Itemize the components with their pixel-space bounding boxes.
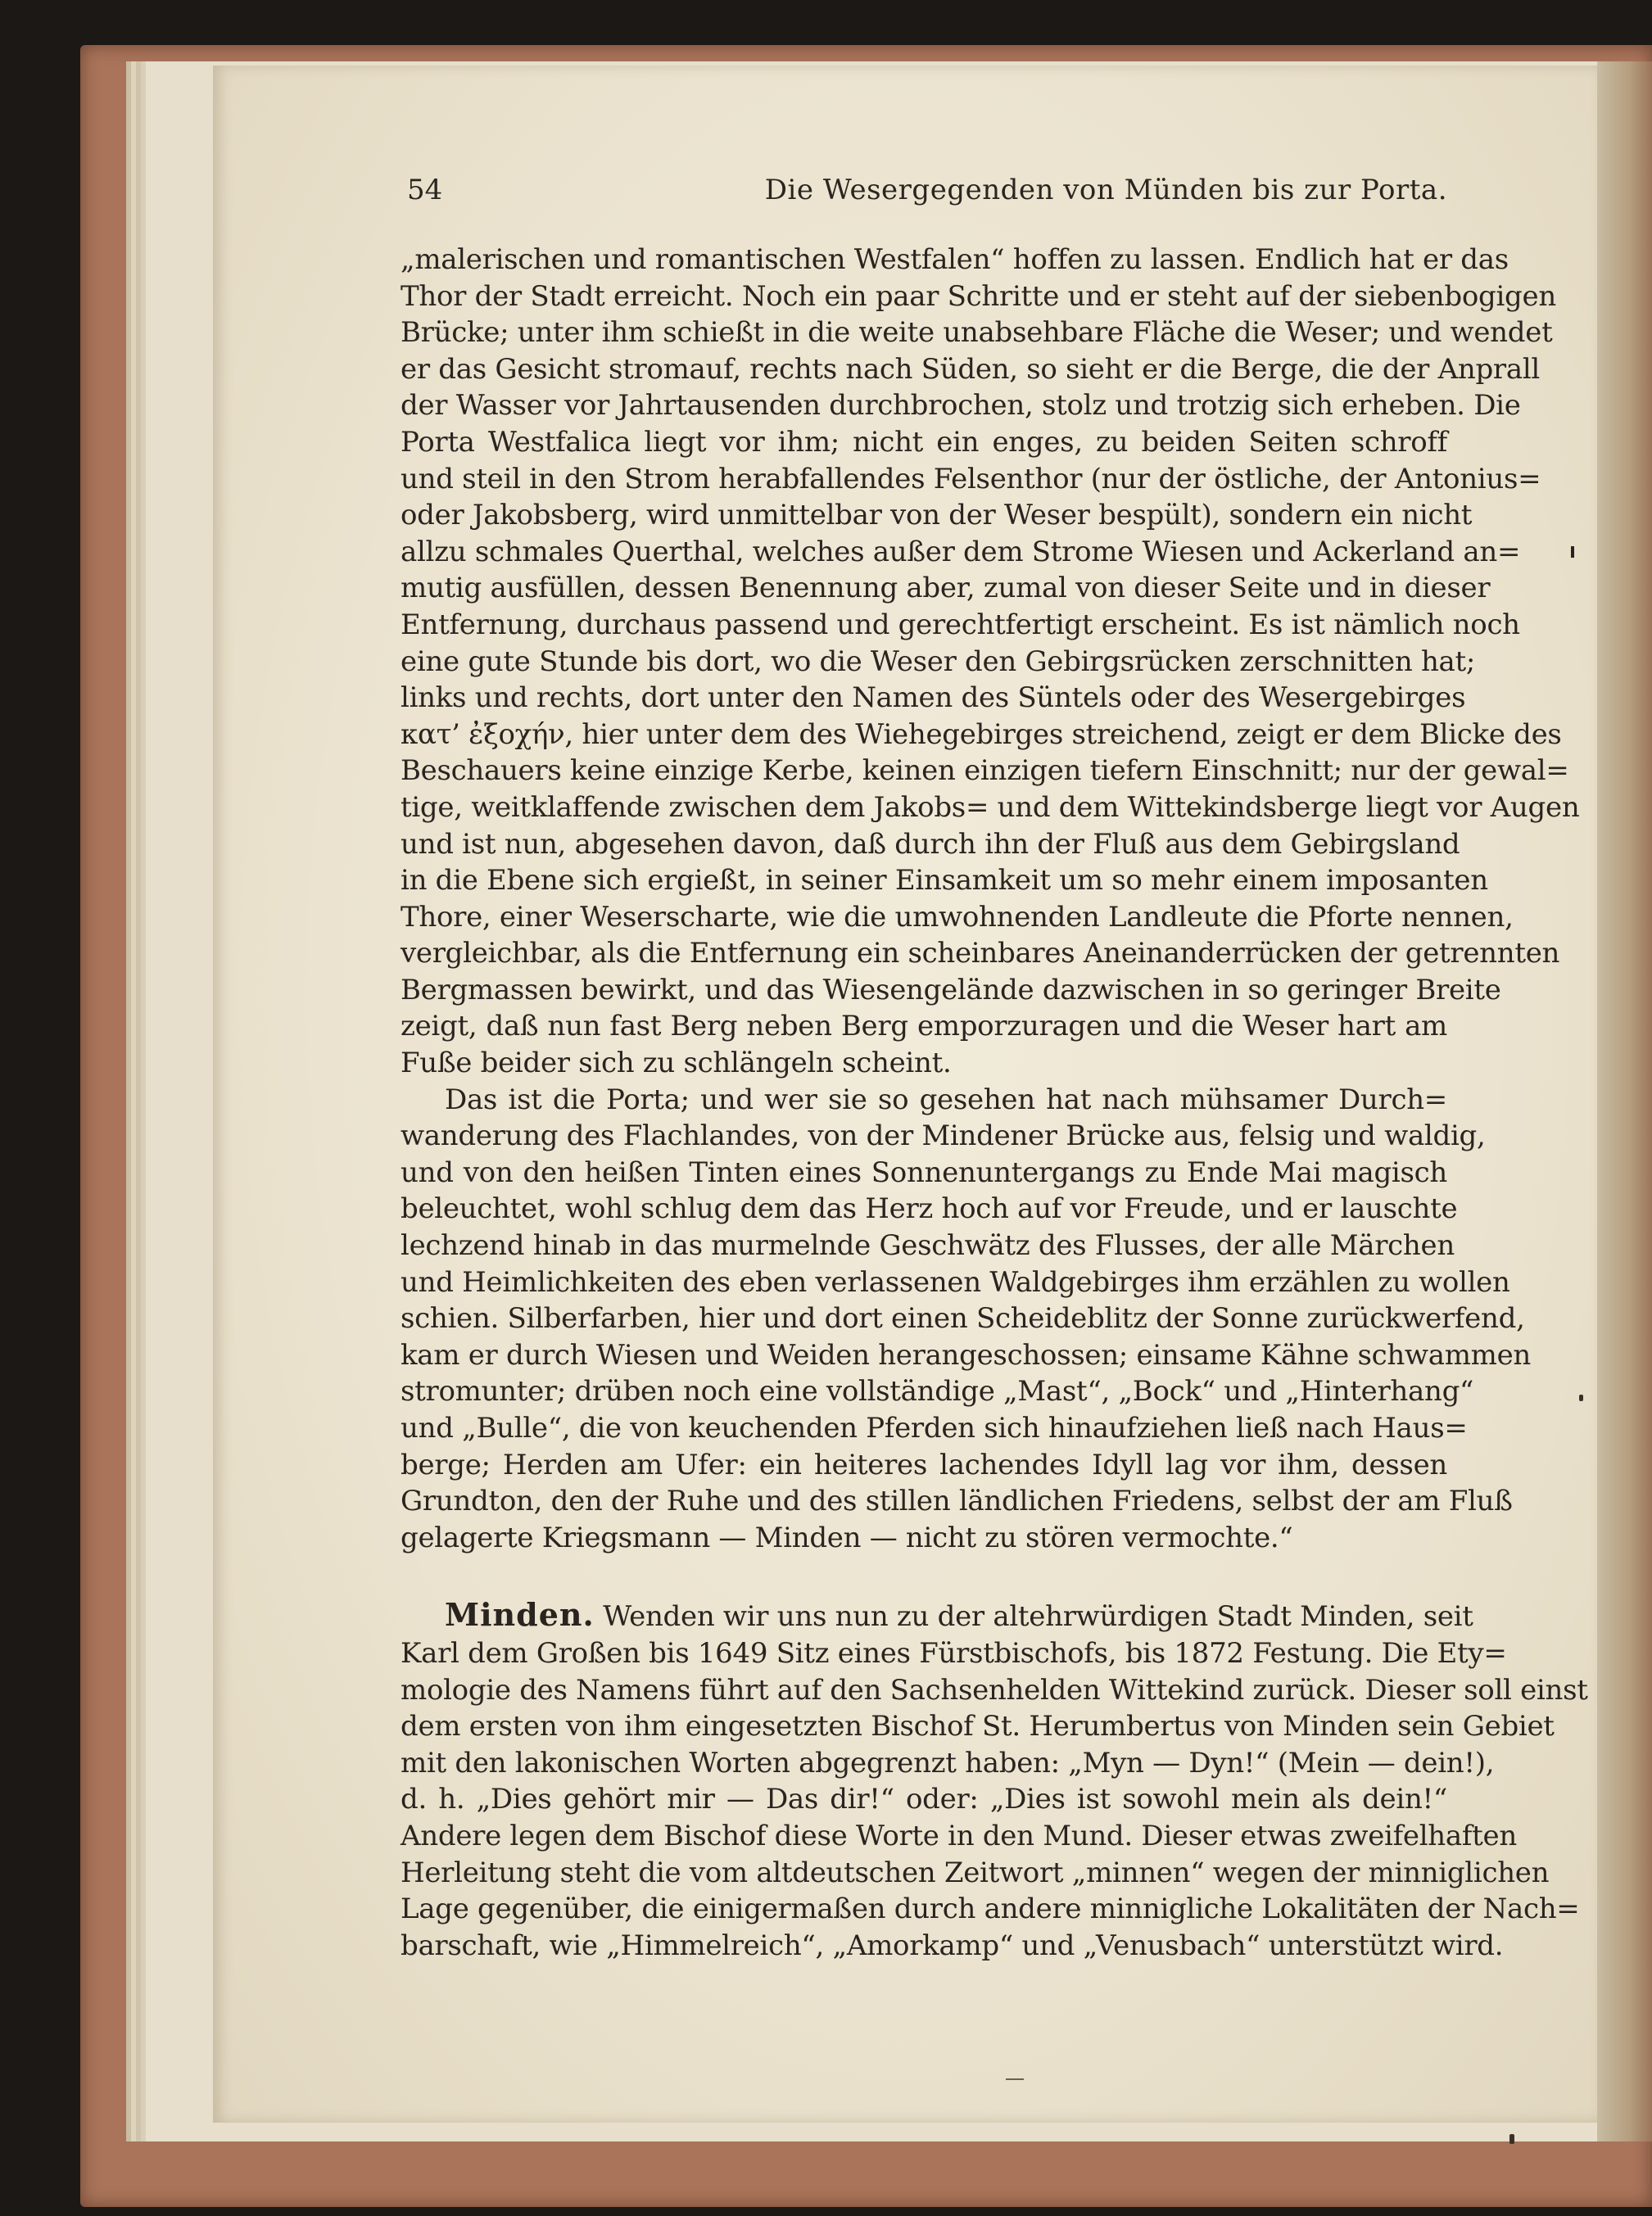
text-line: und von den heißen Tinten eines Sonnenuntergangs zu Ende Mai magisch [401, 1155, 1447, 1189]
text-line: er das Gesicht stromauf, rechts nach Süden, so sieht er die Berge, die der Anprall [401, 352, 1540, 386]
text-line: eine gute Stunde bis dort, wo die Weser den Gebirgsrücken zerschnitten hat; [401, 644, 1476, 678]
text-line: Porta Westfalica liegt vor ihm; nicht ein enges, zu beiden Seiten schroff [401, 425, 1447, 459]
text-line: Entfernung, durchaus passend und gerechtfertigt erscheint. Es ist nämlich noch [401, 608, 1520, 641]
text-line: links und rechts, dort unter den Namen des Süntels oder des Wesergebirges [401, 681, 1466, 715]
text-line: vergleichbar, als die Entfernung ein scheinbares Aneinanderrücken der getrennten [401, 937, 1560, 970]
text-line: zeigt, daß nun fast Berg neben Berg emporzuragen und die Weser hart am [401, 1010, 1447, 1043]
text-line: Thore, einer Weserscharte, wie die umwohnenden Landleute die Pforte nennen, [401, 900, 1514, 934]
text-line: oder Jakobsberg, wird unmittelbar von der Weser bespült), sondern ein nicht [401, 499, 1473, 532]
text-line: Herleitung steht die vom altdeutschen Zeitwort „minnen“ wegen der minniglichen [401, 1856, 1550, 1889]
text-line: d. h. „Dies gehört mir — Das dir!“ oder: „Dies ist sowohl mein als dein!“ [401, 1783, 1447, 1816]
text-line: gelagerte Kriegsmann — Minden — nicht zu stören vermochte.“ [401, 1521, 1293, 1554]
text-line: schien. Silberfarben, hier und dort einen Scheideblitz der Sonne zurückwerfend, [401, 1302, 1525, 1336]
text-line: kam er durch Wiesen und Weiden herangeschossen; einsame Kähne schwammen [401, 1338, 1532, 1372]
paragraph-das-ist-die-porta [401, 1082, 1532, 1557]
paragraph-porta-view [401, 242, 1580, 1082]
text-line: in die Ebene sich ergießt, in seiner Einsamkeit um so mehr einem imposanten [401, 864, 1488, 898]
text-line: und steil in den Strom herabfallendes Felsenthor (nur der östliche, der Antonius= [401, 462, 1541, 495]
page-number: 54 [407, 174, 443, 206]
text-line: Beschauers keine einzige Kerbe, keinen einzigen tiefern Einschnitt; nur der gewal= [401, 754, 1569, 788]
running-title: Die Wesergegenden von Münden bis zur Porta. [764, 174, 1447, 206]
text-line: κατ’ ἐξοχήν, hier unter dem des Wiehegebirges streichend, zeigt er dem Blicke des [401, 717, 1562, 751]
text-line: Thor der Stadt erreicht. Noch ein paar Schritte und er steht auf der siebenbogigen [401, 279, 1556, 313]
text-line [401, 1596, 1473, 1635]
margin-mark [1571, 546, 1574, 558]
text-run: Wenden wir uns nun zu der altehrwürdigen Stadt Minden, seit [603, 1600, 1473, 1634]
text-line: barschaft, wie „Himmelreich“, „Amorkamp“ und „Venusbach“ unterstützt wird. [401, 1929, 1504, 1962]
text-line: mologie des Namens führt auf den Sachsenhelden Wittekind zurück. Dieser soll einst [401, 1673, 1588, 1707]
text-line: tige, weitklaffende zwischen dem Jakobs= und dem Wittekindsberge liegt vor Augen [401, 790, 1580, 824]
text-line: dem ersten von ihm eingesetzten Bischof St. Herumbertus von Minden sein Gebiet [401, 1710, 1555, 1743]
facing-page-edge [1597, 61, 1652, 2141]
text-line: mit den lakonischen Worten abgegrenzt haben: „Myn — Dyn!“ (Mein — dein!), [401, 1746, 1495, 1780]
footer-rule [1006, 2078, 1024, 2080]
margin-mark [1579, 1395, 1583, 1401]
text-line: lechzend hinab in das murmelnde Geschwätz des Flusses, der alle Märchen [401, 1229, 1455, 1263]
text-line: und ist nun, abgesehen davon, daß durch ihn der Fluß aus dem Gebirgsland [401, 827, 1460, 861]
text-line: der Wasser vor Jahrtausenden durchbrochen, stolz und trotzig sich erheben. Die [401, 389, 1521, 423]
text-line: Andere legen dem Bischof diese Worte in den Mund. Dieser etwas zweifelhaften [401, 1819, 1517, 1852]
text-line: Brücke; unter ihm schießt in die weite unabsehbare Fläche die Weser; und wendet [401, 316, 1553, 350]
text-line: und Heimlichkeiten des eben verlassenen Waldgebirges ihm erzählen zu wollen [401, 1265, 1510, 1299]
body-text [401, 242, 1588, 1964]
page-header [407, 174, 1447, 223]
text-line: berge; Herden am Ufer: ein heiteres lachendes Idyll lag vor ihm, dessen [401, 1448, 1447, 1481]
text-line: allzu schmales Querthal, welches außer dem Strome Wiesen und Ackerland an= [401, 535, 1521, 568]
text-line: Fuße beider sich zu schlängeln scheint. [401, 1047, 952, 1080]
text-line: wanderung des Flachlandes, von der Mindener Brücke aus, felsig und waldig, [401, 1119, 1486, 1153]
text-line: Bergmassen bewirkt, und das Wiesengelände dazwischen in so geringer Breite [401, 973, 1501, 1006]
text-line: und „Bulle“, die von keuchenden Pferden sich hinaufziehen ließ nach Haus= [401, 1412, 1468, 1445]
text-line: Grundton, den der Ruhe und des stillen ländlichen Friedens, selbst der am Fluß [401, 1485, 1513, 1518]
text-line: Das ist die Porta; und wer sie so gesehen hat nach mühsamer Durch= [445, 1083, 1447, 1116]
text-line: Karl dem Großen bis 1649 Sitz eines Fürstbischofs, bis 1872 Festung. Die Ety= [401, 1636, 1507, 1670]
text-line: „malerischen und romantischen Westfalen“ hoffen zu lassen. Endlich hat er das [401, 243, 1509, 276]
margin-mark [1509, 2134, 1514, 2144]
text-line: beleuchtet, wohl schlug dem das Herz hoch auf vor Freude, und er lauschte [401, 1192, 1458, 1226]
text-line: stromunter; drüben noch eine vollständige „Mast“, „Bock“ und „Hinterhang“ [401, 1375, 1474, 1409]
section-spacer [401, 1556, 1447, 1597]
text-line: Lage gegenüber, die einigermaßen durch andere minnigliche Lokalitäten der Nach= [401, 1893, 1580, 1926]
section-heading-minden: Minden. [445, 1596, 595, 1634]
text-line: mutig ausfüllen, dessen Benennung aber, zumal von dieser Seite und in dieser [401, 572, 1491, 605]
section-minden [401, 1596, 1588, 1964]
